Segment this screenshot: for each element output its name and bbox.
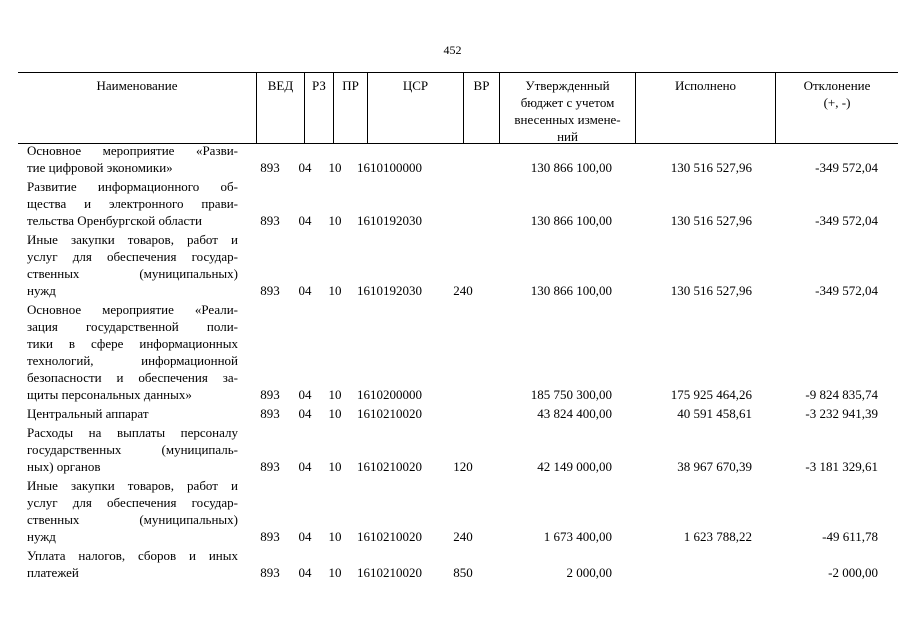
cell-executed: 130 516 527,96 — [670, 213, 752, 228]
row-name-line: технологий, информационной — [27, 353, 238, 368]
cell-approved: 185 750 300,00 — [530, 387, 612, 402]
header-csr: ЦСР — [367, 73, 463, 143]
row-name-line: щества и электронного прави- — [27, 196, 238, 211]
table-row — [0, 301, 905, 405]
cell-pr: 10 — [328, 565, 342, 580]
row-name-line: нужд — [27, 283, 56, 298]
row-name-line: услуг для обеспечения государ- — [27, 495, 238, 510]
row-name-line: зация государственной поли- — [27, 319, 238, 334]
header-approved-line: внесенных измене- — [514, 112, 621, 127]
table-row — [0, 547, 905, 583]
cell-csr: 1610100000 — [357, 160, 422, 175]
cell-approved: 130 866 100,00 — [530, 160, 612, 175]
cell-approved: 130 866 100,00 — [530, 213, 612, 228]
row-name-line: тельства Оренбургской области — [27, 213, 202, 228]
cell-csr: 1610210020 — [357, 406, 422, 421]
cell-executed: 1 623 788,22 — [683, 529, 752, 544]
cell-vr: 120 — [453, 459, 473, 474]
table-row — [0, 477, 905, 547]
row-name-line: тики в сфере информационных — [27, 336, 238, 351]
header-deviation-line: (+, -) — [823, 95, 851, 110]
cell-pr: 10 — [328, 387, 342, 402]
cell-rz: 04 — [298, 160, 312, 175]
cell-ved: 893 — [260, 459, 280, 474]
header-deviation — [775, 73, 898, 143]
header-name: Наименование — [96, 78, 178, 93]
cell-executed: 175 925 464,26 — [670, 387, 752, 402]
table-row — [0, 405, 905, 424]
cell-deviation: -349 572,04 — [815, 213, 878, 228]
row-name-line: ственных (муниципальных) — [27, 266, 238, 281]
header-executed: Исполнено — [635, 73, 775, 143]
row-name-line: Иные закупки товаров, работ и — [27, 478, 238, 493]
header-vr: ВР — [463, 73, 499, 143]
cell-pr: 10 — [328, 283, 342, 298]
cell-csr: 1610210020 — [357, 565, 422, 580]
header-approved — [499, 73, 635, 143]
row-name-line: Основное мероприятие «Реали- — [27, 302, 238, 317]
cell-approved: 130 866 100,00 — [530, 283, 612, 298]
row-name — [27, 547, 238, 581]
cell-deviation: -349 572,04 — [815, 160, 878, 175]
cell-ved: 893 — [260, 565, 280, 580]
cell-ved: 893 — [260, 160, 280, 175]
table-row — [0, 424, 905, 477]
cell-pr: 10 — [328, 160, 342, 175]
cell-approved: 2 000,00 — [566, 565, 612, 580]
row-name — [27, 301, 238, 403]
row-name-line: безопасности и обеспечения за- — [27, 370, 238, 385]
row-name-line: ственных (муниципальных) — [27, 512, 238, 527]
cell-pr: 10 — [328, 529, 342, 544]
row-name-line: Развитие информационного об- — [27, 179, 238, 194]
cell-executed: 130 516 527,96 — [670, 283, 752, 298]
header-ved: ВЕД — [256, 73, 304, 143]
row-name-line: щиты персональных данных» — [27, 387, 192, 402]
cell-csr: 1610192030 — [357, 283, 422, 298]
table-body — [0, 142, 905, 583]
cell-rz: 04 — [298, 406, 312, 421]
cell-pr: 10 — [328, 406, 342, 421]
cell-rz: 04 — [298, 459, 312, 474]
table-row — [0, 178, 905, 231]
header-rz: РЗ — [304, 73, 333, 143]
row-name-line: государственных (муниципаль- — [27, 442, 238, 457]
cell-rz: 04 — [298, 387, 312, 402]
row-name-line: ных) органов — [27, 459, 101, 474]
row-name-line: Уплата налогов, сборов и иных — [27, 548, 238, 563]
cell-deviation: -2 000,00 — [828, 565, 878, 580]
header-approved-line: ний — [557, 129, 578, 144]
cell-csr: 1610192030 — [357, 213, 422, 228]
cell-deviation: -3 232 941,39 — [805, 406, 878, 421]
cell-csr: 1610200000 — [357, 387, 422, 402]
header-approved-line: бюджет с учетом — [520, 95, 615, 110]
cell-approved: 1 673 400,00 — [543, 529, 612, 544]
cell-executed: 130 516 527,96 — [670, 160, 752, 175]
cell-vr: 240 — [453, 283, 473, 298]
cell-csr: 1610210020 — [357, 459, 422, 474]
cell-vr: 240 — [453, 529, 473, 544]
table-header — [18, 72, 898, 144]
cell-ved: 893 — [260, 283, 280, 298]
cell-ved: 893 — [260, 406, 280, 421]
row-name-line: Основное мероприятие «Разви- — [27, 143, 238, 158]
cell-ved: 893 — [260, 529, 280, 544]
row-name-line: платежей — [27, 565, 79, 580]
header-deviation-line: Отклонение — [803, 78, 871, 93]
row-name — [27, 477, 238, 545]
header-pr: ПР — [333, 73, 367, 143]
row-name-line: Расходы на выплаты персоналу — [27, 425, 238, 440]
cell-rz: 04 — [298, 213, 312, 228]
row-name-line: Иные закупки товаров, работ и — [27, 232, 238, 247]
cell-rz: 04 — [298, 529, 312, 544]
cell-approved: 42 149 000,00 — [537, 459, 612, 474]
row-name-line: тие цифровой экономики» — [27, 160, 173, 175]
row-name — [27, 231, 238, 299]
cell-deviation: -3 181 329,61 — [805, 459, 878, 474]
cell-deviation: -49 611,78 — [822, 529, 878, 544]
cell-deviation: -349 572,04 — [815, 283, 878, 298]
header-approved-line: Утвержденный — [525, 78, 610, 93]
row-name-line: услуг для обеспечения государ- — [27, 249, 238, 264]
cell-executed: 40 591 458,61 — [677, 406, 752, 421]
cell-pr: 10 — [328, 213, 342, 228]
row-name — [27, 142, 238, 176]
cell-executed: 38 967 670,39 — [677, 459, 752, 474]
table-row — [0, 142, 905, 178]
row-name — [27, 424, 238, 475]
cell-csr: 1610210020 — [357, 529, 422, 544]
table-row — [0, 231, 905, 301]
cell-pr: 10 — [328, 459, 342, 474]
row-name-line: Центральный аппарат — [27, 406, 149, 421]
cell-ved: 893 — [260, 213, 280, 228]
cell-rz: 04 — [298, 283, 312, 298]
cell-rz: 04 — [298, 565, 312, 580]
page-number: 452 — [443, 43, 462, 57]
cell-vr: 850 — [453, 565, 473, 580]
row-name-line: нужд — [27, 529, 56, 544]
cell-ved: 893 — [260, 387, 280, 402]
row-name — [27, 405, 238, 422]
cell-approved: 43 824 400,00 — [537, 406, 612, 421]
cell-deviation: -9 824 835,74 — [805, 387, 878, 402]
row-name — [27, 178, 238, 229]
